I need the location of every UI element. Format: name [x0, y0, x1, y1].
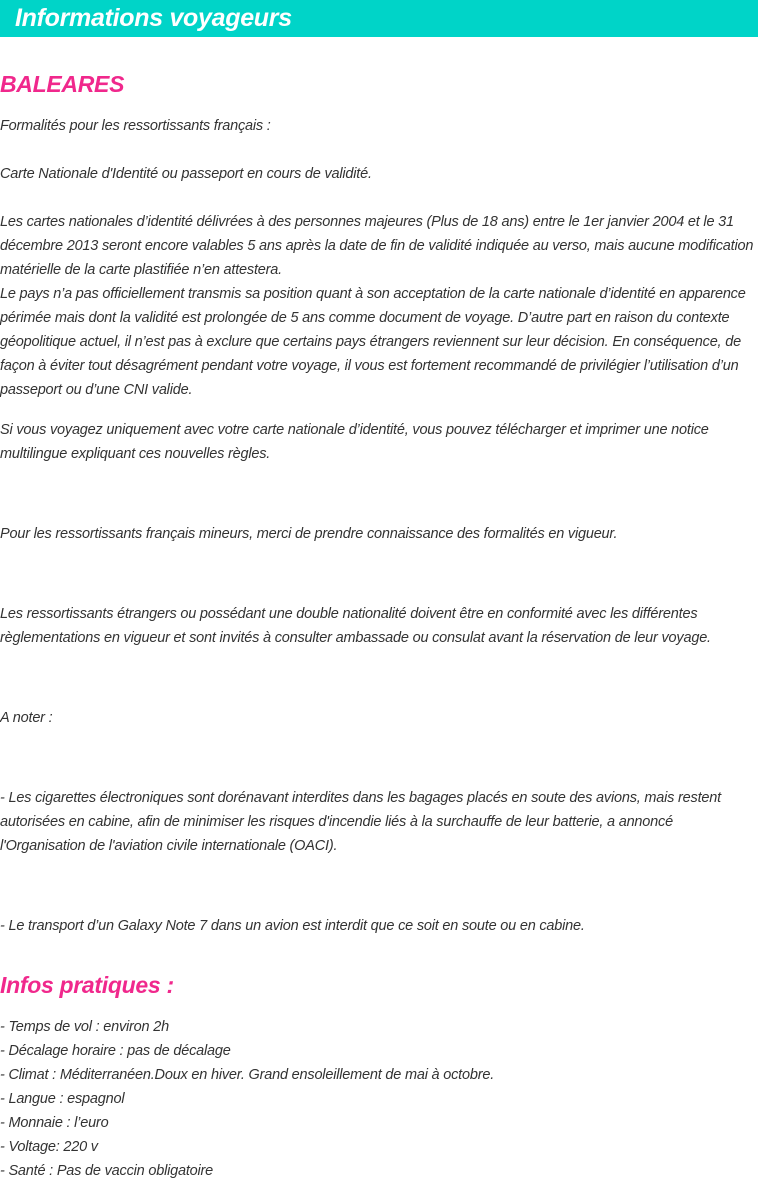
infos-pratiques-title: Infos pratiques : [0, 972, 174, 998]
paragraph1-line: passeport ou d’une CNI valide. [0, 382, 193, 398]
cigarettes-line: l'Organisation de l'aviation civile internationale (OACI). [0, 838, 338, 854]
info-item: - Monnaie : l’euro [0, 1115, 109, 1131]
paragraph1-line: décembre 2013 seront encore valables 5 ans après la date de fin de validité indiquée au verso, mais aucune modification [0, 238, 754, 254]
info-item: - Temps de vol : environ 2h [0, 1019, 169, 1035]
info-item: - Langue : espagnol [0, 1091, 125, 1107]
galaxy-note-text: - Le transport d’un Galaxy Note 7 dans un avion est interdit que ce soit en soute ou en cabine. [0, 918, 585, 934]
header-bar [0, 0, 758, 37]
cigarettes-line: - Les cigarettes électroniques sont dorénavant interdites dans les bagages placés en soute des avions, mais restent [0, 790, 721, 806]
paragraph1-line: Le pays n’a pas officiellement transmis sa position quant à son acceptation de la carte nationale d’identité en apparence [0, 286, 746, 302]
info-item: - Décalage horaire : pas de décalage [0, 1043, 231, 1059]
paragraph1-line: façon à éviter tout désagrément pendant votre voyage, il vous est fortement recommandé de privilégier l’utilisation d’un [0, 358, 739, 374]
mineurs-text: Pour les ressortissants français mineurs, merci de prendre connaissance des formalités en vigueur. [0, 526, 618, 542]
formalites-intro: Formalités pour les ressortissants français : [0, 118, 271, 134]
paragraph2-line: multilingue expliquant ces nouvelles règles. [0, 446, 271, 462]
carte-identite-text: Carte Nationale d'Identité ou passeport en cours de validité. [0, 166, 372, 182]
info-item: - Climat : Méditerranéen.Doux en hiver. Grand ensoleillement de mai à octobre. [0, 1067, 495, 1083]
header-title: Informations voyageurs [15, 4, 292, 32]
paragraph1-line: périmée mais dont la validité est prolongée de 5 ans comme document de voyage. D’autre part en raison du contexte [0, 310, 730, 326]
destination-title: BALEARES [0, 71, 125, 97]
etrangers-line: Les ressortissants étrangers ou possédant une double nationalité doivent être en conformité avec les différentes [0, 606, 698, 622]
info-item: - Santé : Pas de vaccin obligatoire [0, 1163, 214, 1179]
paragraph1-line: géopolitique actuel, il n’est pas à exclure que certains pays étrangers reviennent sur leur décision. En conséquence, de [0, 334, 741, 350]
paragraph1-line: matérielle de la carte plastifiée n’en attestera. [0, 262, 282, 278]
paragraph2-line: Si vous voyagez uniquement avec votre carte nationale d’identité, vous pouvez télécharger et imprimer une notice [0, 422, 709, 438]
info-item: - Voltage: 220 v [0, 1139, 98, 1155]
a-noter-label: A noter : [0, 710, 53, 726]
etrangers-line: règlementations en vigueur et sont invités à consulter ambassade ou consulat avant la réservation de leur voyage. [0, 630, 711, 646]
paragraph1-line: Les cartes nationales d’identité délivrées à des personnes majeures (Plus de 18 ans) entre le 1er janvier 2004 et le 31 [0, 214, 734, 230]
cigarettes-line: autorisées en cabine, afin de minimiser les risques d'incendie liés à la surchauffe de leur batterie, a annoncé [0, 814, 673, 830]
